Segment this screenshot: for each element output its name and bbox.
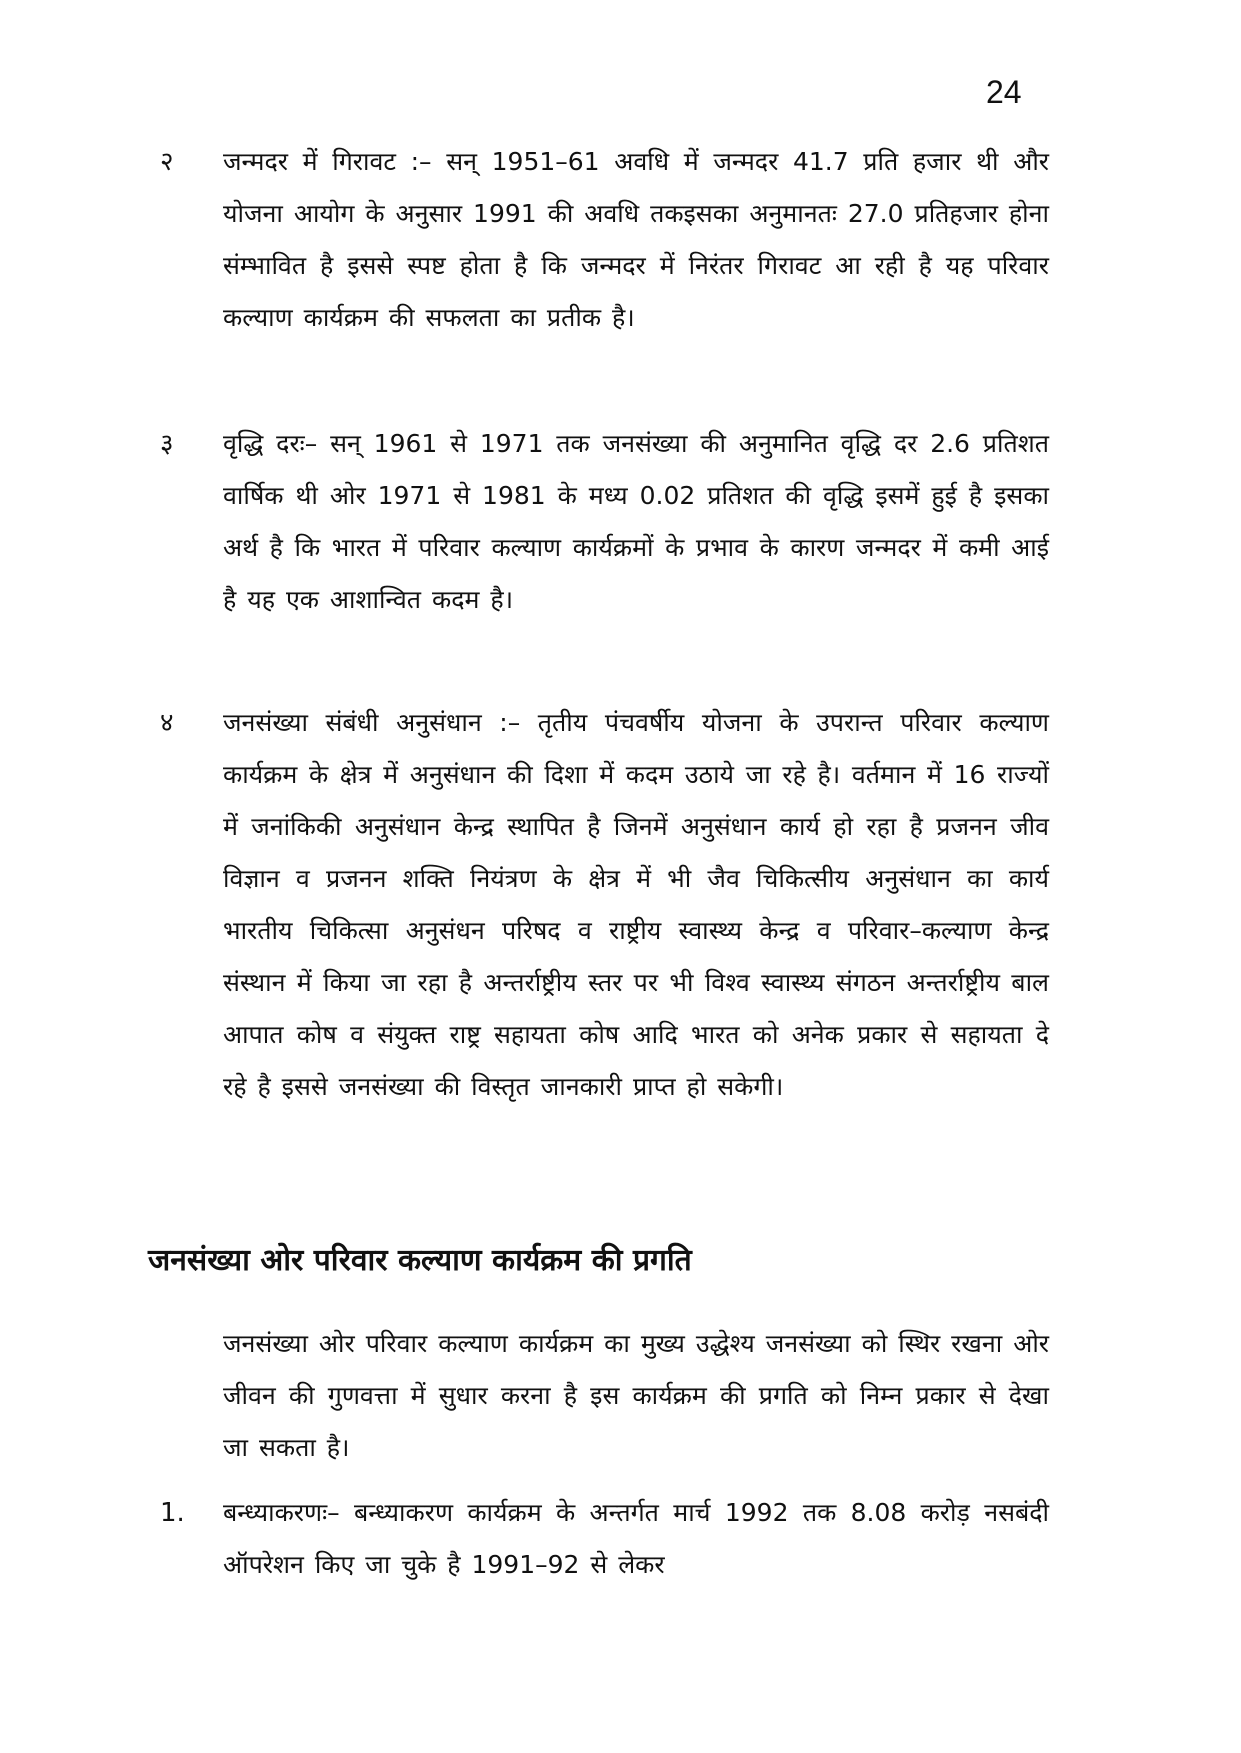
list-item-text: जनसंख्या संबंधी अनुसंधान :– तृतीय पंचवर्षीय योजना के उपरान्त परिवार कल्याण कार्यक्रम के क्षेत्र में अनुसंधान की दिशा में कदम उठाये जा रहे है। वर्तमान में 16 राज्यों में जनांकिकी अनुसंधान केन्द्र स्थापित है जिनमें अनुसंधान कार्य हो रहा है प्रजनन जीव विज्ञान व प्रजनन शक्ति नियंत्रण के क्षेत्र में भी जैव चिकित्सीय अनुसंधान का कार्य भारतीय चिकित्सा अनुसंधन परिषद व राष्ट्रीय स्वास्थ्य केन्द्र व परिवार–कल्याण केन्द्र संस्थान में किया जा रहा है अन्तर्राष्ट्रीय स्तर पर भी विश्व स्वास्थ्य संगठन अन्तर्राष्ट्रीय बाल आपात कोष व संयुक्त राष्ट्र सहायता कोष आदि भारत को अनेक प्रकार से सहायता दे रहे है इससे जनसंख्या की विस्तृत जानकारी प्राप्त हो सकेगी। xyxy=(223,708,1049,1101)
section-intro-paragraph: जनसंख्या ओर परिवार कल्याण कार्यक्रम का मुख्य उद्धेश्य जनसंख्या को स्थिर रखना ओर जीवन की गुणवत्ता में सुधार करना है इस कार्यक्रम की प्रगति को निम्न प्रकार से देखा जा सकता है। xyxy=(223,1329,1049,1462)
list-item-text: जन्मदर में गिरावट :– सन् 1951–61 अवधि में जन्मदर 41.7 प्रति हजार थी और योजना आयोग के अनुसार 1991 की अवधि तकइसका अनुमानतः 27.0 प्रतिहजार होना संम्भावित है इससे स्पष्ट होता है कि जन्मदर में निरंतर गिरावट आ रही है यह परिवार कल्याण कार्यक्रम की सफलता का प्रतीक है। xyxy=(223,147,1049,332)
page-number: 24 xyxy=(986,74,1022,110)
list-item-4 xyxy=(160,697,1060,1113)
list-item-text: बन्ध्याकरणः– बन्ध्याकरण कार्यक्रम के अन्तर्गत मार्च 1992 तक 8.08 करोड़ नसबंदी ऑपरेशन किए जा चुके है 1991–92 से लेकर xyxy=(223,1498,1049,1579)
list-item-marker: २ xyxy=(160,147,174,177)
list-item-marker: 1. xyxy=(160,1498,185,1528)
section-heading: जनसंख्या ओर परिवार कल्याण कार्यक्रम की प्रगति xyxy=(148,1243,692,1278)
list-item-text: वृद्धि दरः– सन् 1961 से 1971 तक जनसंख्या की अनुमानित वृद्धि दर 2.6 प्रतिशत वार्षिक थी ओर 1971 से 1981 के मध्य 0.02 प्रतिशत की वृद्धि इसमें हुई है इसका अर्थ है कि भारत में परिवार कल्याण कार्यक्रमों के प्रभाव के कारण जन्मदर में कमी आई है यह एक आशान्वित कदम है। xyxy=(223,429,1049,614)
list-item-3 xyxy=(160,418,1060,626)
list-item-marker: ३ xyxy=(160,429,174,459)
list-item-2 xyxy=(160,136,1060,344)
list-item-1 xyxy=(160,1487,1060,1591)
list-item-marker: ४ xyxy=(160,708,174,738)
